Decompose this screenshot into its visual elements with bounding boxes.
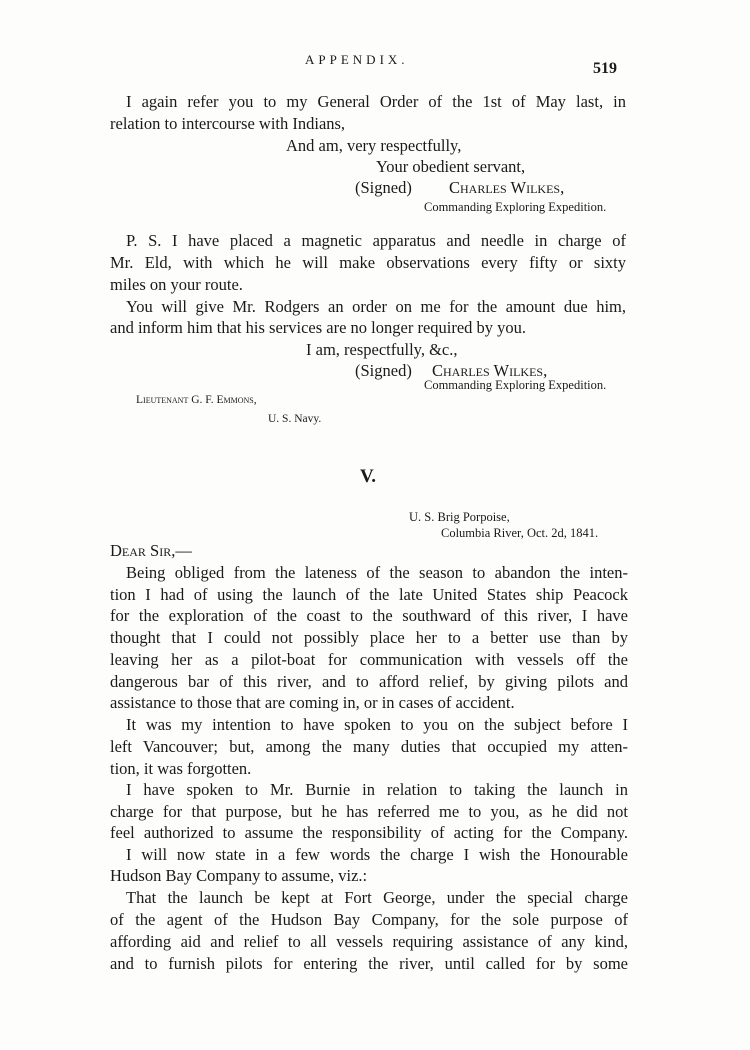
addressee-line: Lieutenant G. F. Emmons,: [136, 394, 257, 406]
text-line: charge for that purpose, but he has referred me to you, as he did not: [110, 802, 628, 821]
text-line: left Vancouver; but, among the many duties that occupied my atten-: [110, 737, 628, 756]
signer-title: Commanding Exploring Expedition.: [424, 378, 607, 392]
text-line: I again refer you to my General Order of the 1st of May last, in: [126, 92, 626, 111]
text-line: dangerous bar of this river, and to afford relief, by giving pilots and: [110, 672, 628, 691]
closing-line: Your obedient servant,: [376, 157, 526, 176]
text-line: affording aid and relief to all vessels requiring assistance of any kind,: [110, 932, 628, 951]
text-line: tion, it was forgotten.: [110, 759, 252, 778]
running-header: APPENDIX.: [305, 52, 409, 67]
text-line: relation to intercourse with Indians,: [110, 114, 346, 133]
addressee-line: U. S. Navy.: [268, 413, 322, 425]
signer-name: Charles Wilkes,: [449, 178, 565, 197]
closing-line: And am, very respectfully,: [286, 136, 462, 155]
salutation: Dear Sir,—: [110, 541, 192, 560]
text-line: miles on your route.: [110, 275, 243, 294]
signed-label: (Signed): [355, 178, 412, 197]
text-line: Hudson Bay Company to assume, viz.:: [110, 866, 368, 885]
dateline: Columbia River, Oct. 2d, 1841.: [441, 526, 599, 540]
text-line: and to furnish pilots for entering the river, until called for by some: [110, 954, 628, 973]
text-line: leaving her as a pilot-boat for communication with vessels off the: [110, 650, 628, 669]
text-line: thought that I could not possibly place her to a better use than by: [110, 628, 628, 647]
text-line: It was my intention to have spoken to you on the subject before I: [126, 715, 628, 734]
text-line: Being obliged from the lateness of the season to abandon the inten-: [126, 563, 628, 582]
text-line: of the agent of the Hudson Bay Company, for the sole purpose of: [110, 910, 628, 929]
text-line: tion I had of using the launch of the late United States ship Peacock: [110, 585, 628, 604]
signed-label: (Signed): [355, 361, 412, 380]
closing-line: I am, respectfully, &c.,: [306, 340, 458, 359]
text-line: P. S. I have placed a magnetic apparatus and needle in charge of: [126, 231, 626, 250]
text-line: That the launch be kept at Fort George, under the special charge: [126, 888, 628, 907]
text-line: feel authorized to assume the responsibility of acting for the Company.: [110, 823, 628, 842]
text-line: I have spoken to Mr. Burnie in relation to taking the launch in: [126, 780, 628, 799]
section-numeral: V.: [360, 466, 377, 487]
page-number: 519: [593, 60, 617, 77]
dateline: U. S. Brig Porpoise,: [409, 510, 510, 524]
text-line: and inform him that his services are no longer required by you.: [110, 318, 527, 337]
text-line: for the exploration of the coast to the southward of this river, I have: [110, 606, 628, 625]
signer-name: Charles Wilkes,: [432, 361, 548, 380]
signer-title: Commanding Exploring Expedition.: [424, 200, 607, 214]
text-line: I will now state in a few words the charge I wish the Honourable: [126, 845, 628, 864]
text-line: Mr. Eld, with which he will make observations every fifty or sixty: [110, 253, 626, 272]
text-line: You will give Mr. Rodgers an order on me for the amount due him,: [126, 297, 626, 316]
text-line: assistance to those that are coming in, or in cases of accident.: [110, 693, 515, 712]
